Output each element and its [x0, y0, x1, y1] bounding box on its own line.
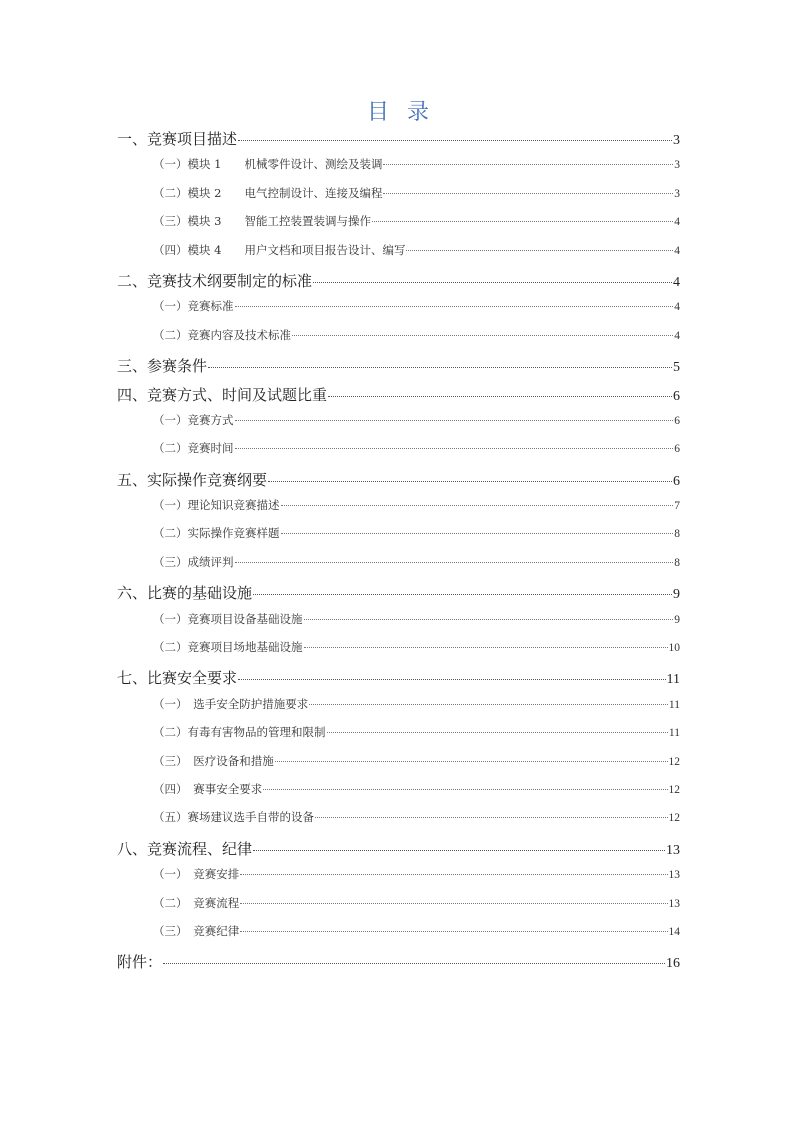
toc-leader-dots [315, 817, 668, 818]
toc-entry-label: 七、比赛安全要求 [117, 669, 238, 688]
toc-entry-section[interactable] [117, 923, 680, 951]
toc-entry-label: 六、比赛的基础设施 [117, 584, 253, 603]
toc-entry-label: （四）模块 4 用户文档和项目报告设计、编写 [153, 242, 406, 257]
toc-entry-chapter[interactable] [117, 128, 680, 156]
toc-entry-section[interactable] [117, 156, 680, 184]
toc-entry-page: 6 [674, 414, 680, 427]
toc-entry-page: 11 [668, 727, 680, 740]
toc-entry-chapter[interactable] [117, 667, 680, 695]
toc-leader-dots [313, 282, 672, 283]
toc-entry-page: 5 [673, 360, 680, 376]
toc-entry-chapter[interactable] [117, 838, 680, 866]
toc-entry-section[interactable] [117, 185, 680, 213]
toc-entry-section[interactable] [117, 781, 680, 809]
toc-leader-dots [208, 367, 672, 368]
toc-leader-dots [240, 903, 667, 904]
toc-entry-label: 一、竞赛项目描述 [117, 130, 238, 148]
toc-entry-label: （一）竞赛项目设备基础设施 [153, 611, 303, 626]
toc-entry-label: 四、竞赛方式、时间及试题比重 [117, 385, 328, 404]
toc-entry-chapter[interactable] [117, 469, 680, 497]
toc-leader-dots [292, 335, 673, 336]
toc-entry-label: （三）成绩评判 [153, 554, 234, 569]
toc-leader-dots [406, 250, 673, 251]
toc-entry-page: 13 [668, 897, 680, 910]
toc-leader-dots [304, 647, 668, 648]
toc-entry-label: （二）竞赛项目场地基础设施 [153, 640, 303, 655]
toc-entry-page: 13 [666, 842, 680, 858]
toc-entry-section[interactable] [117, 327, 680, 355]
toc-entry-section[interactable] [117, 440, 680, 468]
toc-entry-label: （二）竞赛内容及技术标准 [153, 327, 291, 342]
toc-leader-dots [327, 732, 668, 733]
toc-entry-label: （一）模块 1 机械零件设计、测绘及装调 [153, 157, 383, 172]
toc-entry-page: 10 [668, 642, 680, 655]
toc-entry-page: 4 [674, 244, 680, 257]
toc-entry-page: 4 [673, 274, 680, 290]
toc-entry-section[interactable] [117, 298, 680, 326]
toc-entry-label: 五、实际操作竞赛纲要 [117, 470, 268, 489]
toc-title [0, 95, 800, 126]
toc-entry-page: 12 [668, 812, 680, 825]
toc-entry-label: （三）模块 3 智能工控装置装调与操作 [153, 214, 371, 229]
toc-entry-page: 11 [666, 672, 680, 688]
toc-leader-dots [253, 850, 665, 851]
toc-entry-section[interactable] [117, 525, 680, 553]
toc-entry-section[interactable] [117, 213, 680, 241]
toc-leader-dots [268, 481, 672, 482]
toc-entry-chapter[interactable] [117, 582, 680, 610]
toc-entry-label: （五）赛场建议选手自带的设备 [153, 810, 314, 825]
toc-entry-label: （三） 医疗设备和措施 [153, 753, 274, 768]
toc-leader-dots [235, 420, 674, 421]
toc-entry-page: 12 [668, 755, 680, 768]
toc-entry-chapter[interactable] [117, 951, 680, 979]
toc-leader-dots [235, 448, 674, 449]
toc-entry-label: （三） 竞赛纪律 [153, 923, 240, 938]
toc-entry-page: 8 [674, 556, 680, 569]
toc-entry-label: （二）有毒有害物品的管理和限制 [153, 725, 326, 740]
toc-entry-page: 3 [673, 133, 680, 148]
toc-entry-label: （一）竞赛标准 [153, 299, 234, 314]
toc-leader-dots [383, 193, 673, 194]
toc-entry-label: （二）竞赛时间 [153, 441, 234, 456]
toc-leader-dots [383, 164, 673, 165]
toc-leader-dots [309, 704, 668, 705]
toc-leader-dots [238, 140, 672, 141]
toc-entry-section[interactable] [117, 866, 680, 894]
toc-leader-dots [281, 505, 674, 506]
toc-entry-page: 4 [674, 301, 680, 314]
toc-leader-dots [328, 396, 672, 397]
toc-entry-page: 3 [674, 187, 680, 200]
toc-entry-label: （二）实际操作竞赛样题 [153, 526, 280, 541]
toc-entry-chapter[interactable] [117, 384, 680, 412]
toc-leader-dots [253, 594, 672, 595]
toc-entry-page: 6 [673, 388, 680, 404]
toc-leader-dots [240, 874, 667, 875]
toc-leader-dots [304, 619, 674, 620]
toc-entry-label: （二）模块 2 电气控制设计、连接及编程 [153, 185, 383, 200]
toc-entry-label: 附件： [117, 953, 163, 972]
toc-entry-page: 4 [674, 329, 680, 342]
toc-entry-section[interactable] [117, 242, 680, 270]
toc-leader-dots [235, 562, 674, 563]
toc-entry-page: 9 [673, 587, 680, 603]
toc-entry-section[interactable] [117, 724, 680, 752]
toc-entry-page: 14 [668, 925, 680, 938]
toc-entry-page: 7 [674, 500, 680, 513]
toc-leader-dots [275, 761, 668, 762]
toc-entry-chapter[interactable] [117, 355, 680, 383]
toc-title-char-1: 目 [366, 100, 393, 125]
toc-entry-section[interactable] [117, 895, 680, 923]
toc-entry-page: 6 [673, 473, 680, 489]
toc-entry-page: 12 [668, 783, 680, 796]
toc-entry-label: 三、参赛条件 [117, 357, 208, 376]
toc-entry-page: 6 [674, 443, 680, 456]
toc-entry-label: （四） 赛事安全要求 [153, 781, 263, 796]
toc-entry-label: （一） 选手安全防护措施要求 [153, 696, 309, 711]
toc-entry-section[interactable] [117, 497, 680, 525]
toc-leader-dots [238, 679, 666, 680]
toc-title-char-2: 录 [407, 100, 434, 125]
toc-entry-section[interactable] [117, 639, 680, 667]
toc-entry-label: （一） 竞赛安排 [153, 867, 240, 882]
toc-entry-chapter[interactable] [117, 270, 680, 298]
toc-entry-page: 16 [666, 956, 680, 972]
toc-entry-section[interactable] [117, 412, 680, 440]
toc-entry-page: 9 [674, 613, 680, 626]
toc-entry-label: 八、竞赛流程、纪律 [117, 839, 253, 858]
toc-entry-page: 11 [668, 698, 680, 711]
toc-entry-label: 二、竞赛技术纲要制定的标准 [117, 271, 313, 290]
toc-list [117, 128, 680, 980]
toc-entry-section[interactable] [117, 696, 680, 724]
toc-leader-dots [163, 963, 665, 964]
toc-entry-section[interactable] [117, 554, 680, 582]
toc-leader-dots [372, 221, 673, 222]
toc-entry-label: （二） 竞赛流程 [153, 895, 240, 910]
toc-entry-page: 3 [674, 159, 680, 172]
toc-leader-dots [240, 931, 667, 932]
toc-leader-dots [263, 789, 667, 790]
toc-entry-label: （一）竞赛方式 [153, 412, 234, 427]
toc-entry-page: 13 [668, 869, 680, 882]
toc-entry-label: （一）理论知识竞赛描述 [153, 498, 280, 513]
toc-entry-section[interactable] [117, 611, 680, 639]
toc-entry-page: 8 [674, 528, 680, 541]
toc-entry-page: 4 [674, 216, 680, 229]
toc-leader-dots [281, 533, 674, 534]
toc-entry-section[interactable] [117, 753, 680, 781]
toc-entry-section[interactable] [117, 809, 680, 837]
toc-leader-dots [235, 306, 674, 307]
